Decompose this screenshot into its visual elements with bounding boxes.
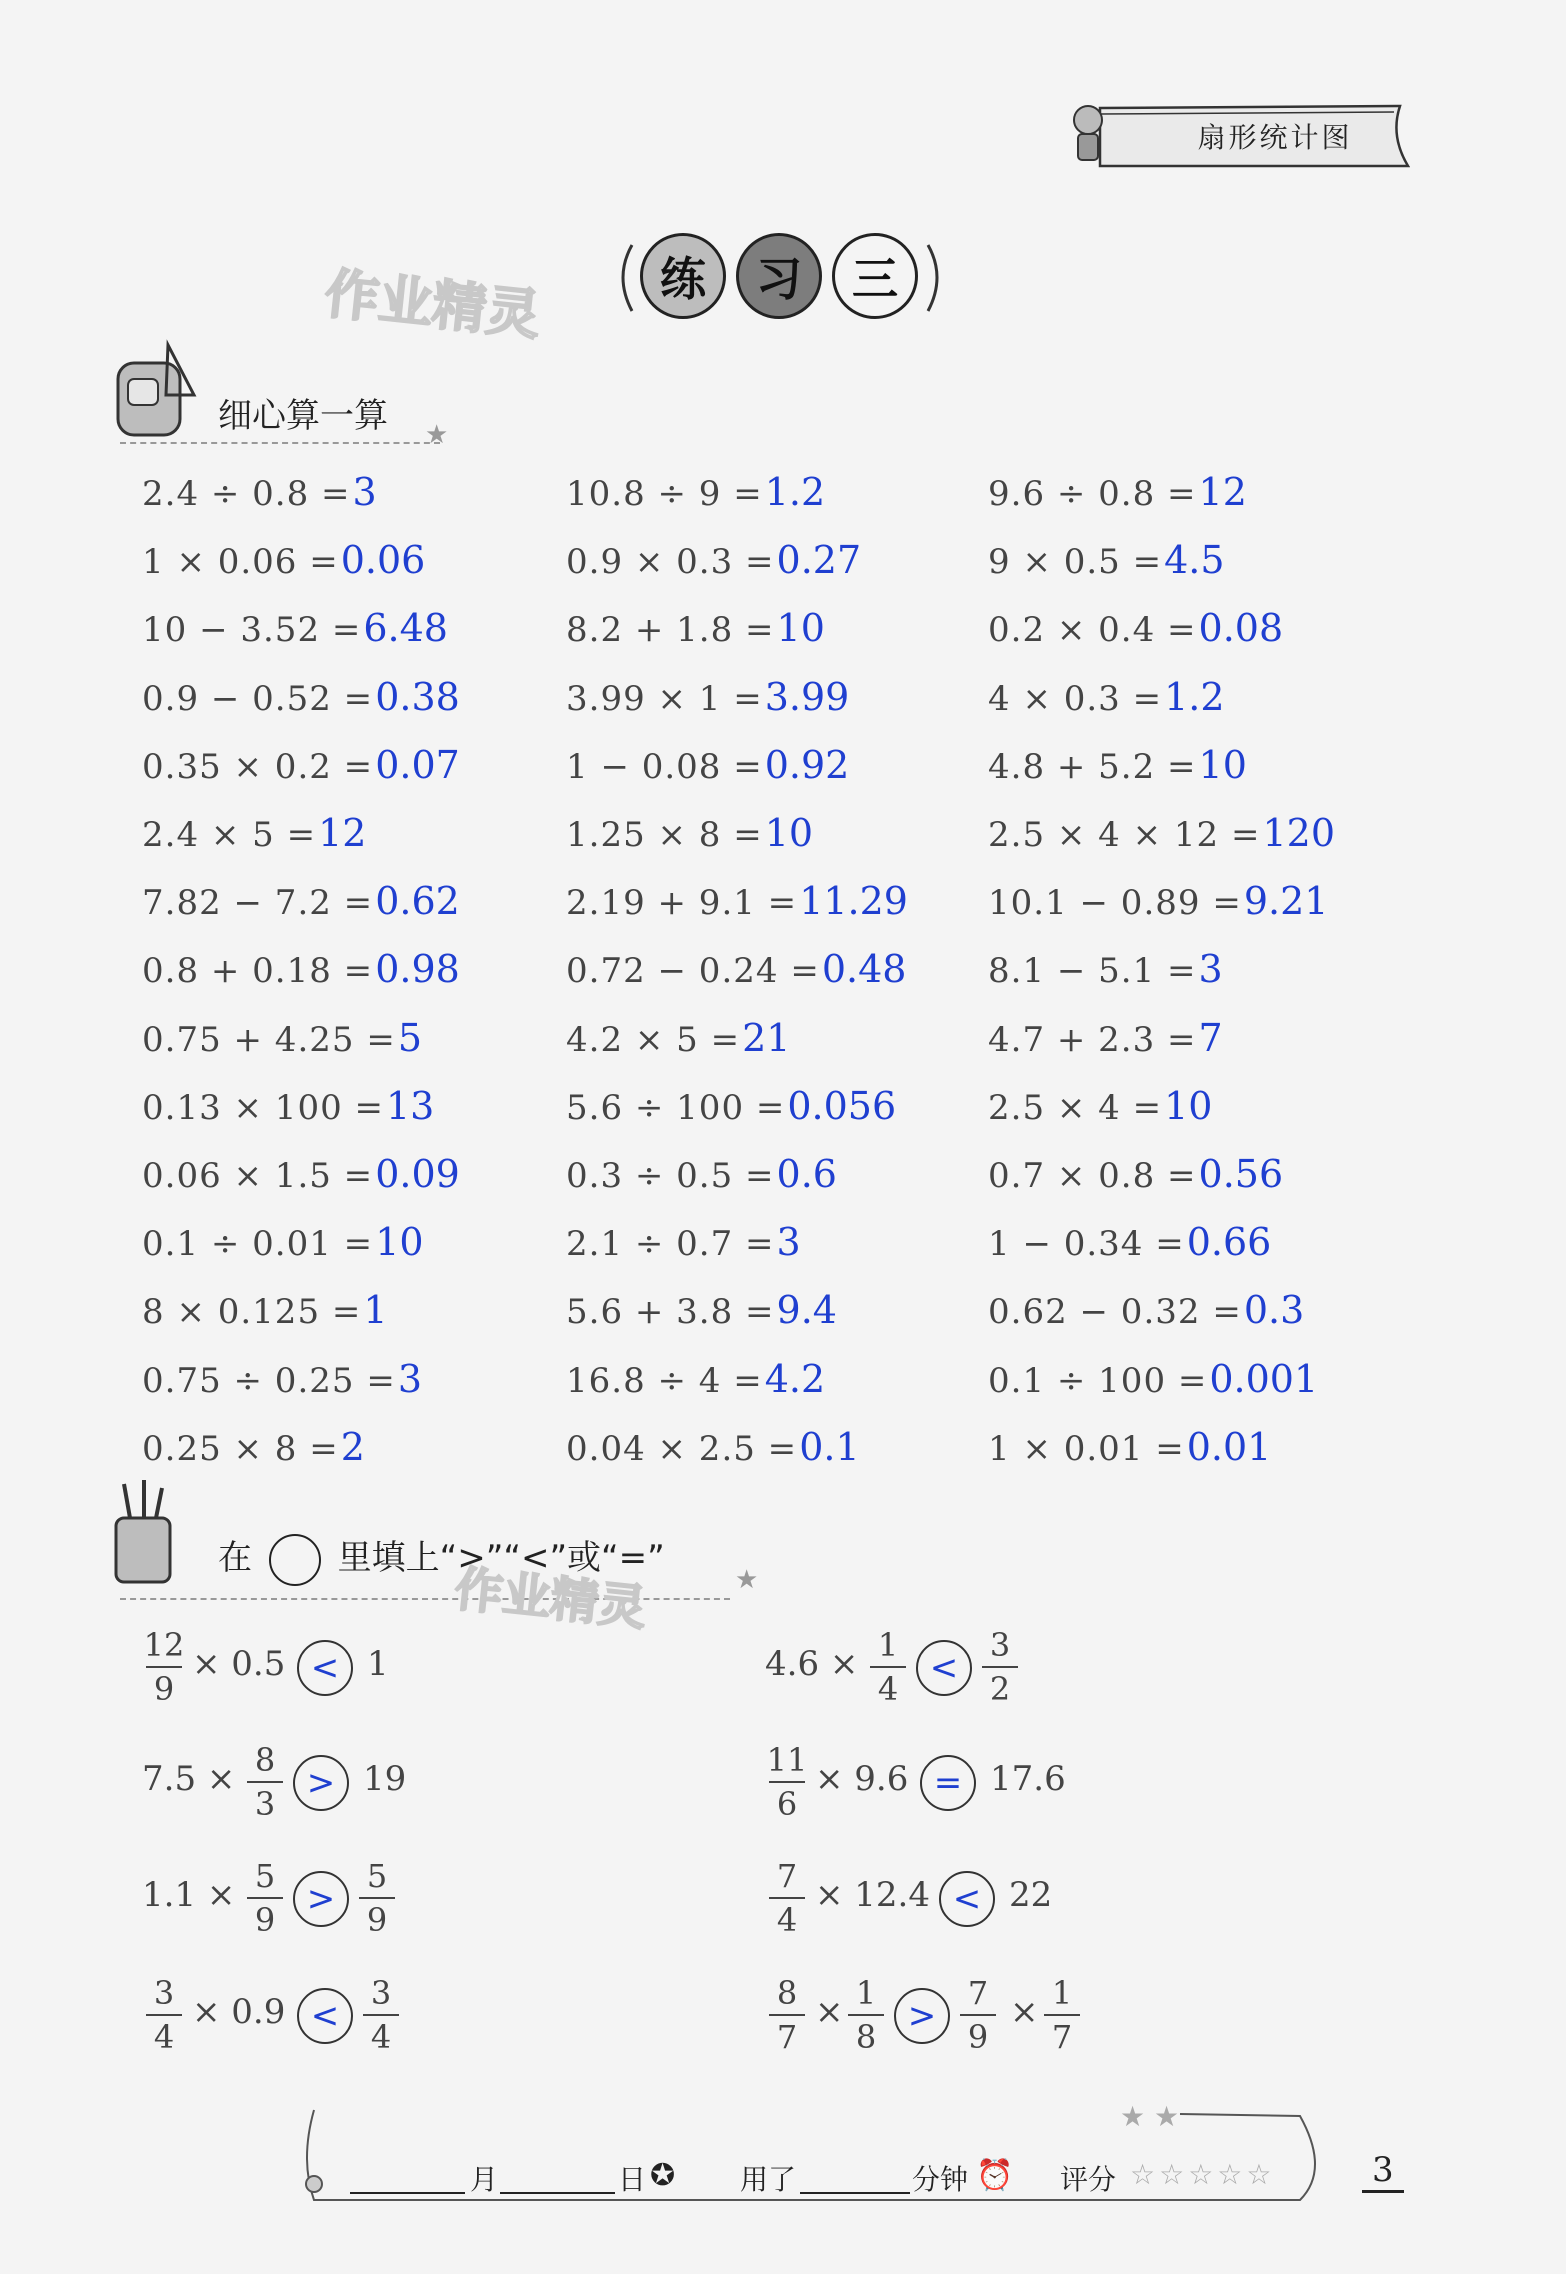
calc-item <box>566 1016 790 1060</box>
calc-item <box>566 606 825 650</box>
calc-question: 0.75 ÷ 0.25 = <box>142 1360 396 1401</box>
calc-item <box>566 1220 801 1264</box>
calc-item <box>988 1288 1304 1332</box>
calc-item <box>988 1084 1212 1128</box>
fraction <box>956 1972 1000 2058</box>
expression-text: × <box>815 1992 844 2032</box>
denominator: 9 <box>366 1901 388 1939</box>
calc-item <box>566 1288 837 1332</box>
calc-answer[interactable]: 0.07 <box>375 742 460 787</box>
comparison-answer-circle[interactable]: < <box>297 1988 353 2044</box>
calc-answer[interactable]: 10 <box>776 606 825 651</box>
calc-item <box>988 1016 1223 1060</box>
denominator: 9 <box>254 1901 276 1939</box>
calc-answer[interactable]: 3 <box>776 1220 801 1265</box>
compare-item <box>142 1618 702 1718</box>
used-label: 用了 <box>740 2163 797 2196</box>
calc-answer[interactable]: 0.48 <box>821 947 907 992</box>
numerator: 5 <box>254 1857 276 1895</box>
denominator: 7 <box>1051 2018 1073 2056</box>
calc-item <box>566 1357 825 1401</box>
calc-question: 0.9 × 0.3 = <box>566 542 775 583</box>
calc-question: 7.82 − 7.2 = <box>142 883 374 924</box>
numerator: 7 <box>776 1857 798 1895</box>
calc-item <box>142 1016 422 1060</box>
numerator: 1 <box>1051 1974 1073 2012</box>
calc-question: 2.4 ÷ 0.8 = <box>142 474 351 514</box>
calc-item <box>566 947 906 991</box>
fraction <box>243 1739 287 1825</box>
calc-item <box>142 1357 422 1401</box>
title-char-3: 三 <box>832 233 918 319</box>
calc-question: 0.2 × 0.4 = <box>988 610 1197 651</box>
calc-answer[interactable]: 4.5 <box>1164 538 1225 583</box>
calc-question: 4 × 0.3 = <box>988 678 1163 719</box>
title-char-1: 练 <box>640 233 726 319</box>
calc-question: 4.8 + 5.2 = <box>988 746 1197 787</box>
numerator: 3 <box>370 1974 392 2012</box>
section-divider <box>120 442 440 444</box>
numerator: 3 <box>989 1626 1011 1664</box>
calc-answer[interactable]: 1 <box>363 1288 388 1333</box>
calc-item <box>142 1220 424 1264</box>
calc-question: 0.8 + 0.18 = <box>142 951 374 992</box>
calc-question: 2.1 ÷ 0.7 = <box>566 1224 775 1265</box>
calc-answer[interactable]: 10 <box>1164 1083 1213 1128</box>
numerator: 1 <box>877 1626 899 1664</box>
calc-answer[interactable]: 10 <box>1198 742 1247 787</box>
expression-text: × <box>1010 1992 1039 2032</box>
calc-item <box>566 675 849 719</box>
compare-item <box>142 1966 702 2066</box>
comparison-answer-circle[interactable]: > <box>293 1755 349 1811</box>
calc-answer[interactable]: 3 <box>352 470 377 514</box>
calc-question: 8.1 − 5.1 = <box>988 951 1197 992</box>
day-label: 日 <box>618 2163 647 2196</box>
denominator: 8 <box>855 2018 877 2056</box>
calc-item <box>566 1152 837 1196</box>
compare-title-after: 里填上“>”“<”或“=” <box>337 1538 665 1578</box>
calc-answer[interactable]: 12 <box>318 811 367 855</box>
calc-answer[interactable]: 0.66 <box>1186 1220 1272 1265</box>
calc-answer[interactable]: 0.056 <box>787 1083 897 1128</box>
circle-blank-icon <box>269 1534 321 1586</box>
calc-item <box>142 675 460 719</box>
calc-answer[interactable]: 4.2 <box>764 1356 826 1401</box>
calc-question: 4.2 × 5 = <box>566 1019 741 1060</box>
calc-item <box>566 879 908 923</box>
calc-answer[interactable]: 0.06 <box>340 538 426 583</box>
calc-item <box>566 811 813 855</box>
title-char-2: 习 <box>736 233 822 319</box>
calc-item <box>988 1425 1271 1469</box>
comparison-answer-circle[interactable]: < <box>916 1640 972 1696</box>
calc-item <box>566 1425 860 1469</box>
calc-question: 5.6 ÷ 100 = <box>566 1087 786 1128</box>
calc-answer[interactable]: 3 <box>397 1356 422 1401</box>
fraction <box>243 1855 287 1941</box>
expression-text: 1.1 × <box>142 1875 236 1915</box>
calc-answer[interactable]: 0.6 <box>776 1152 837 1196</box>
calc-item <box>142 1425 365 1469</box>
calc-item <box>142 879 460 923</box>
calc-item <box>142 606 448 650</box>
calc-question: 1 − 0.08 = <box>566 746 763 787</box>
calc-question: 2.5 × 4 × 12 = <box>988 815 1261 855</box>
calc-answer[interactable]: 0.01 <box>1186 1424 1272 1469</box>
compare-item <box>765 1966 1325 2066</box>
calc-item <box>988 947 1223 991</box>
medal-icon: ✪ <box>650 2158 676 2193</box>
calc-question: 10.8 ÷ 9 = <box>566 474 763 514</box>
numerator: 8 <box>776 1974 798 2012</box>
fraction <box>359 1972 403 2058</box>
calc-question: 10.1 − 0.89 = <box>988 883 1242 924</box>
calc-answer[interactable]: 10 <box>764 811 814 855</box>
calc-answer[interactable]: 7 <box>1198 1015 1223 1060</box>
calc-question: 8.2 + 1.8 = <box>566 610 775 651</box>
numerator: 1 <box>855 1974 877 2012</box>
compare-title-before: 在 <box>218 1538 252 1578</box>
calc-answer[interactable]: 11.29 <box>799 879 908 924</box>
exercise-title <box>610 215 950 325</box>
comparison-answer-circle[interactable]: < <box>939 1871 995 1927</box>
expression-text: × 0.5 <box>192 1644 286 1684</box>
calc-item <box>988 538 1225 582</box>
star-icon: ★ <box>735 1565 759 1595</box>
calc-answer[interactable]: 3 <box>1198 947 1223 992</box>
fraction <box>978 1624 1022 1710</box>
compare-item <box>142 1733 702 1833</box>
calc-answer[interactable]: 5 <box>397 1015 422 1060</box>
fraction <box>866 1624 910 1710</box>
calc-question: 9 × 0.5 = <box>988 542 1163 583</box>
calc-question: 5.6 + 3.8 = <box>566 1292 775 1333</box>
calc-answer[interactable]: 12 <box>1198 470 1247 514</box>
calc-answer[interactable]: 0.38 <box>375 674 460 719</box>
denominator: 4 <box>370 2018 392 2056</box>
calc-question: 0.72 − 0.24 = <box>566 951 820 992</box>
calc-answer[interactable]: 0.09 <box>375 1152 460 1196</box>
child-icon <box>1074 106 1102 134</box>
expression-text: × 0.9 <box>192 1992 286 2032</box>
fraction <box>142 1624 186 1710</box>
comparison-answer-circle[interactable]: < <box>297 1640 353 1696</box>
calc-question: 10 − 3.52 = <box>142 610 362 651</box>
fraction <box>765 1739 809 1825</box>
calc-item <box>988 811 1335 855</box>
calc-question: 0.13 × 100 = <box>142 1087 384 1128</box>
denominator: 7 <box>776 2018 798 2056</box>
calc-item <box>566 1084 896 1128</box>
expression-text: 19 <box>363 1759 407 1799</box>
fraction <box>1040 1972 1084 2058</box>
calc-answer[interactable]: 9.21 <box>1243 879 1329 924</box>
calc-item <box>142 1288 388 1332</box>
calc-item <box>566 538 861 582</box>
backpack-icon <box>110 335 200 445</box>
calc-item <box>142 1152 460 1196</box>
month-label: 月 <box>470 2163 499 2196</box>
fraction <box>355 1855 399 1941</box>
month-blank[interactable] <box>350 2192 465 2194</box>
calc-item <box>988 606 1283 650</box>
calc-question: 16.8 ÷ 4 = <box>566 1360 763 1401</box>
calc-question: 2.19 + 9.1 = <box>566 883 798 924</box>
calc-answer[interactable]: 3.99 <box>764 674 850 719</box>
denominator: 2 <box>989 1670 1011 1708</box>
watermark: 作业精灵 <box>452 1561 649 1637</box>
comparison-answer-circle[interactable]: > <box>293 1871 349 1927</box>
calc-item <box>988 675 1225 719</box>
day-blank[interactable] <box>500 2192 615 2194</box>
numerator: 11 <box>766 1741 808 1779</box>
minutes-label: 分钟 <box>912 2163 969 2196</box>
calc-answer[interactable]: 9.4 <box>776 1288 837 1333</box>
score-stars-icon[interactable]: ☆☆☆☆☆ <box>1130 2158 1276 2191</box>
calc-question: 4.7 + 2.3 = <box>988 1019 1197 1060</box>
compare-item <box>142 1849 702 1949</box>
calc-item <box>142 743 460 787</box>
calc-answer[interactable]: 10 <box>375 1220 424 1265</box>
calc-item <box>988 743 1247 787</box>
compare-item <box>765 1849 1325 1949</box>
calc-item <box>988 879 1328 923</box>
calc-answer[interactable]: 1.2 <box>764 470 826 514</box>
calc-question: 1 − 0.34 = <box>988 1224 1185 1265</box>
comparison-answer-circle[interactable]: = <box>920 1755 976 1811</box>
calc-item <box>988 1220 1271 1264</box>
topic-ribbon <box>1060 100 1410 174</box>
fraction <box>765 1855 809 1941</box>
calc-question: 0.7 × 0.8 = <box>988 1156 1197 1196</box>
calc-item <box>566 743 849 787</box>
calc-question: 0.62 − 0.32 = <box>988 1292 1242 1333</box>
calc-item <box>142 811 366 855</box>
compare-item <box>765 1733 1325 1833</box>
star-icon: ★ ★ <box>1120 2100 1180 2133</box>
calc-answer[interactable]: 0.56 <box>1198 1152 1284 1196</box>
calc-question: 0.1 ÷ 0.01 = <box>142 1224 374 1265</box>
calc-item <box>988 1152 1283 1196</box>
footer-record <box>300 2100 1330 2210</box>
calc-question: 1 × 0.06 = <box>142 542 339 583</box>
watermark: 作业精灵 <box>321 261 544 348</box>
calc-answer[interactable]: 6.48 <box>363 606 448 651</box>
denominator: 4 <box>877 1670 899 1708</box>
calc-item <box>142 947 460 991</box>
calc-answer[interactable]: 0.98 <box>375 947 460 992</box>
page-number: 3 <box>1362 2150 1404 2193</box>
calc-question: 0.1 ÷ 100 = <box>988 1360 1208 1401</box>
calc-answer[interactable]: 120 <box>1262 811 1336 855</box>
calc-answer[interactable]: 0.27 <box>776 538 862 583</box>
calc-answer[interactable]: 13 <box>386 1083 435 1128</box>
calc-question: 2.5 × 4 = <box>988 1087 1163 1128</box>
calc-item <box>566 470 825 514</box>
calc-item <box>142 538 425 582</box>
expression-text: × 12.4 <box>815 1875 930 1915</box>
calc-answer[interactable]: 2 <box>340 1424 365 1469</box>
calc-answer[interactable]: 0.001 <box>1209 1356 1319 1401</box>
calc-question: 8 × 0.125 = <box>142 1292 362 1333</box>
clock-icon: ⏰ <box>976 2158 1014 2193</box>
calc-question: 0.75 + 4.25 = <box>142 1019 396 1060</box>
pencil-cup-icon <box>110 1478 180 1588</box>
calc-item <box>142 470 377 514</box>
section-title-calc: 细心算一算 <box>218 396 388 436</box>
denominator: 3 <box>254 1785 276 1823</box>
expression-text: 22 <box>1009 1875 1053 1915</box>
expression-text: × 9.6 <box>815 1759 909 1799</box>
calc-question: 1.25 × 8 = <box>566 815 763 855</box>
numerator: 12 <box>143 1626 185 1664</box>
calc-item <box>988 1357 1318 1401</box>
calc-question: 1 × 0.01 = <box>988 1428 1185 1469</box>
calc-question: 0.25 × 8 = <box>142 1428 339 1469</box>
denominator: 9 <box>153 1670 175 1708</box>
denominator: 6 <box>776 1785 798 1823</box>
ribbon-title: 扇形统计图 <box>1197 121 1353 154</box>
calc-answer[interactable]: 0.62 <box>375 879 460 924</box>
calc-answer[interactable]: 21 <box>742 1015 791 1060</box>
calc-item <box>988 470 1247 514</box>
numerator: 8 <box>254 1741 276 1779</box>
calc-answer[interactable]: 1.2 <box>1164 674 1225 719</box>
calc-answer[interactable]: 0.3 <box>1243 1288 1305 1333</box>
denominator: 4 <box>776 1901 798 1939</box>
calc-answer[interactable]: 0.08 <box>1198 606 1284 651</box>
compare-item <box>765 1618 1325 1718</box>
expression-text: 17.6 <box>990 1759 1066 1799</box>
numerator: 5 <box>366 1857 388 1895</box>
calc-question: 3.99 × 1 = <box>566 678 763 719</box>
numerator: 3 <box>153 1974 175 2012</box>
calc-question: 0.06 × 1.5 = <box>142 1156 374 1196</box>
fraction <box>142 1972 186 2058</box>
calc-question: 0.04 × 2.5 = <box>566 1428 798 1469</box>
denominator: 9 <box>967 2018 989 2056</box>
calc-question: 9.6 ÷ 0.8 = <box>988 474 1197 514</box>
comparison-answer-circle[interactable]: > <box>894 1988 950 2044</box>
calc-answer[interactable]: 0.1 <box>799 1424 860 1469</box>
calc-question: 0.3 ÷ 0.5 = <box>566 1156 775 1196</box>
denominator: 4 <box>153 2018 175 2056</box>
star-icon: ★ <box>425 420 449 450</box>
expression-text: 1 <box>367 1644 389 1684</box>
numerator: 7 <box>967 1974 989 2012</box>
score-label: 评分 <box>1060 2163 1117 2196</box>
calc-question: 0.35 × 0.2 = <box>142 746 374 787</box>
expression-text: 4.6 × <box>765 1644 859 1684</box>
fraction <box>844 1972 888 2058</box>
calc-question: 2.4 × 5 = <box>142 815 317 855</box>
calc-question: 0.9 − 0.52 = <box>142 678 374 719</box>
fraction <box>765 1972 809 2058</box>
expression-text: 7.5 × <box>142 1759 236 1799</box>
calc-answer[interactable]: 0.92 <box>764 742 850 787</box>
minutes-blank[interactable] <box>800 2192 910 2194</box>
calc-item <box>142 1084 434 1128</box>
